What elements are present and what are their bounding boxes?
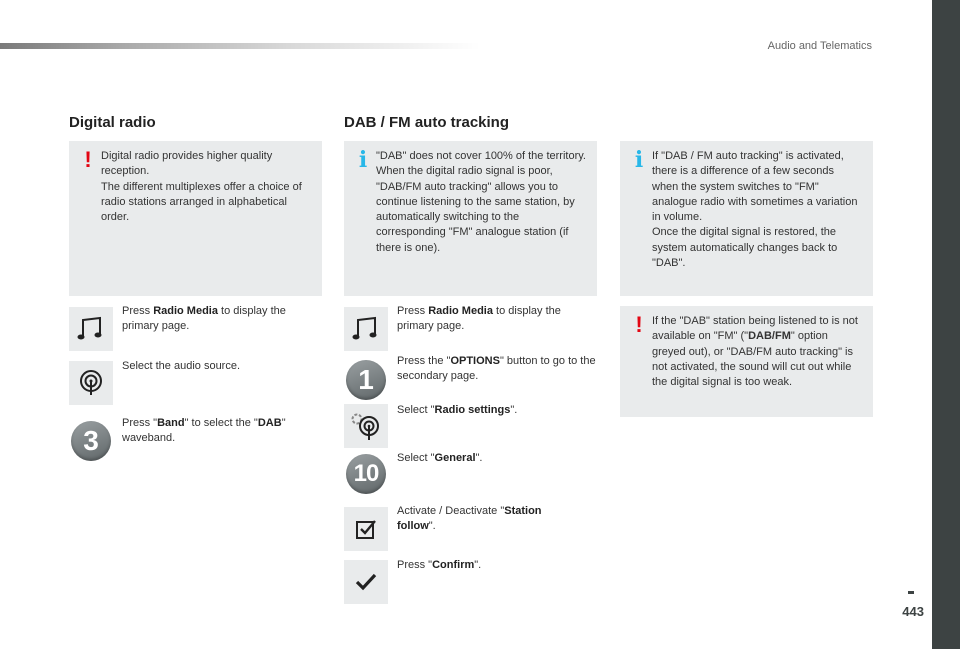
step-text: Activate / Deactivate "Station follow". bbox=[397, 505, 542, 533]
radio-settings-icon bbox=[344, 404, 388, 448]
auto-tracking-info-note bbox=[620, 141, 873, 296]
info-icon: i bbox=[358, 147, 368, 173]
warning-icon: ! bbox=[84, 147, 92, 172]
step-number-1: 1 bbox=[344, 358, 388, 402]
page-marker bbox=[908, 591, 914, 594]
note-line: Digital radio provides higher quality reception. bbox=[101, 150, 273, 178]
dab-coverage-info-note bbox=[344, 141, 597, 296]
step-text: Select "General". bbox=[397, 452, 483, 464]
music-note-icon bbox=[344, 307, 388, 351]
note-line: When the digital radio signal is poor, "DAB/FM auto tracking" allows you to continue listening to the same station, by automatically switching to the corresponding "FM" analogue station (if there is one). bbox=[376, 165, 575, 254]
music-note-icon bbox=[69, 307, 113, 351]
checkbox-icon bbox=[344, 507, 388, 551]
note-line: Once the digital signal is restored, the system automatically changes back to "DAB". bbox=[652, 226, 838, 270]
checkmark-icon bbox=[344, 560, 388, 604]
page-edge-sidebar bbox=[932, 0, 960, 649]
step-number-10: 10 bbox=[344, 452, 388, 496]
step-text: Press Radio Media to display the primary page. bbox=[397, 305, 561, 333]
dab-unavailable-warning-note: ! If the "DAB" station being listened to is not available on "FM" ("DAB/FM" option greyed out), or "DAB/FM auto tracking" is not activated, the sound will cut out while the digital signal is too weak. bbox=[620, 306, 873, 417]
step-text: Press Radio Media to display the primary page. bbox=[122, 305, 286, 333]
dab-fm-heading: DAB / FM auto tracking bbox=[344, 114, 510, 131]
info-icon: i bbox=[634, 147, 644, 173]
warning-icon: ! bbox=[635, 312, 643, 337]
step-text: Select the audio source. bbox=[122, 360, 241, 372]
note-line: The different multiplexes offer a choice of radio stations arranged in alphabetical order. bbox=[101, 180, 302, 224]
note-line: If "DAB / FM auto tracking" is activated, there is a difference of a few seconds when the system switches to "FM" analogue radio with sometimes a variation in volume. bbox=[652, 150, 858, 224]
digital-radio-warning-note bbox=[69, 141, 322, 296]
page-number: 443 bbox=[902, 604, 924, 619]
section-title: Audio and Telematics bbox=[767, 40, 872, 52]
note-line: "DAB" does not cover 100% of the territory. bbox=[376, 150, 586, 162]
step-text: Select "Radio settings". bbox=[397, 404, 518, 416]
step-number-3: 3 bbox=[69, 419, 113, 463]
step-text: Press the "OPTIONS" button to go to the secondary page. bbox=[397, 355, 596, 383]
digital-radio-heading: Digital radio bbox=[69, 114, 156, 131]
radio-icon bbox=[69, 361, 113, 405]
step-text: Press "Confirm". bbox=[397, 559, 482, 571]
header-gradient-bar bbox=[0, 43, 480, 49]
step-text: Press "Band" to select the "DAB" waveband. bbox=[122, 417, 286, 445]
